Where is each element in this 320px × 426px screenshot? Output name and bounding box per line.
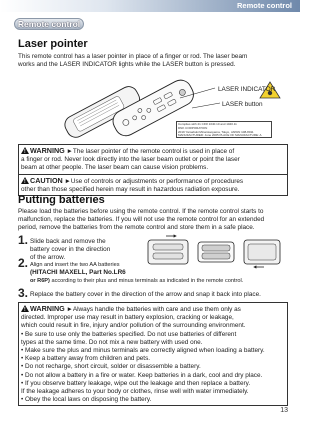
warning-tag: WARNING [30, 304, 65, 313]
caution-line: ►Use of controls or adjustments or performance of procedures [64, 177, 244, 185]
caution-tag: CAUTION [30, 175, 63, 185]
laser-label-sticker [176, 121, 272, 138]
warning-line: beam at other people. The laser beam can cause vision problems. [21, 164, 209, 172]
sticker-line: MANUFACTURED: June 2005 PLACE OF MANUFACTURE: A [178, 133, 262, 138]
batteries-heading: Putting batteries [18, 194, 105, 206]
sticker-line: 2019 Yamabuki Minamiaoyama, Tokyo, JAPAN 108-8011 [178, 129, 254, 134]
laser-warning [19, 145, 287, 174]
caution-line: other than those specified herein may result in hazardous radiation exposure. [21, 185, 240, 193]
step-line: of the arrow. [30, 254, 66, 261]
laser-warning-box [18, 144, 288, 196]
warning-line: types at the same time. Do not mix a new battery with used one. [21, 338, 203, 346]
warning-line: ►Always handle the batteries with care and use them only as [66, 306, 241, 313]
warning-line: which could result in fire, injury and/or pollution of the surrounding environment. [21, 322, 246, 330]
warning-icon [21, 305, 29, 312]
sticker-line: Complies with 21 CFR 1040.10 and 1040.11 [178, 122, 237, 126]
warning-line: If the leakage adheres to your body or clothes, rinse well with water immediately. [21, 388, 249, 396]
laser-button-label: LASER button [222, 101, 263, 108]
step-number: 1. [18, 233, 29, 247]
warning-line: • Keep a battery away from children and pets. [21, 355, 151, 363]
step-line: battery cover in the direction [30, 246, 111, 253]
warning-line: ►The laser pointer of the remote control is used in place of [66, 148, 235, 155]
batteries-intro [18, 208, 288, 233]
laser-indicator-label: LASER INDICATOR [218, 86, 276, 93]
batteries-intro-line: malfunction, replace the batteries. If you will not use the remote control for an extended [18, 216, 265, 224]
step-text [30, 261, 288, 285]
step-number: 3. [18, 286, 29, 300]
sticker-line: DNK CORPORATION [178, 125, 208, 130]
warning-line: • Be sure to use only the batteries specified. Do not use batteries of different [21, 330, 237, 338]
step-line: Align and insert the two AA batteries [30, 262, 120, 268]
section-pill [14, 18, 84, 30]
step-part-number: or R6P) [30, 278, 50, 284]
batteries-intro-line: period, remove the batteries from the remote control and store them in a safe place. [18, 224, 255, 232]
section-pill-label: Remote control [17, 19, 81, 29]
warning-icon [21, 147, 29, 154]
battery-cover-diagram [148, 236, 188, 264]
laser-heading: Laser pointer [18, 38, 88, 50]
warning-line: • Obey the local laws on disposing the battery. [21, 396, 152, 404]
header-bar [0, 0, 300, 12]
laser-intro [18, 53, 288, 69]
laser-intro-line: works and the LASER INDICATOR lights while the LASER button is pressed. [18, 61, 236, 69]
caution-icon [21, 177, 29, 184]
warning-line: • Do not recharge, short circuit, solder or disassemble a battery. [21, 363, 201, 371]
page-number: 13 [280, 407, 288, 414]
header-title: Remote control [236, 1, 292, 10]
warning-tag: WARNING [30, 146, 65, 155]
step-part-number: (HITACHI MAXELL, Part No.LR6 [30, 269, 126, 276]
warning-line: • Do not allow a battery in a fire or water. Keep batteries in a dark, cool and dry place. [21, 371, 263, 379]
batteries-intro-line: Please load the batteries before using the remote control. If the remote control starts to [18, 208, 264, 215]
warning-line: • If you observe battery leakage, wipe out the leakage and then replace a battery. [21, 379, 251, 387]
warning-line: directed. Improper use may result in battery explosion, cracking or leakage, [21, 314, 234, 322]
step-line: Slide back and remove the [30, 238, 106, 245]
warning-line: • Make sure the plus and minus terminals are correctly aligned when loading a battery. [21, 347, 265, 355]
step-line: according to their plus and minus terminals as indicated in the remote control. [49, 278, 244, 284]
battery-warning-box [18, 302, 288, 406]
step-line: Replace the battery cover in the direction of the arrow and snap it back into place. [30, 291, 261, 298]
battery-warning [19, 303, 287, 405]
warning-line: a finger or rod. Never look directly into the laser beam outlet or point the laser [21, 156, 240, 164]
step-text [30, 238, 110, 262]
laser-intro-line: This remote control has a laser pointer in place of a finger or rod. The laser beam [18, 53, 248, 60]
battery-insert-diagram [198, 242, 234, 262]
laser-caution [19, 174, 287, 195]
step-number: 2. [18, 256, 29, 270]
